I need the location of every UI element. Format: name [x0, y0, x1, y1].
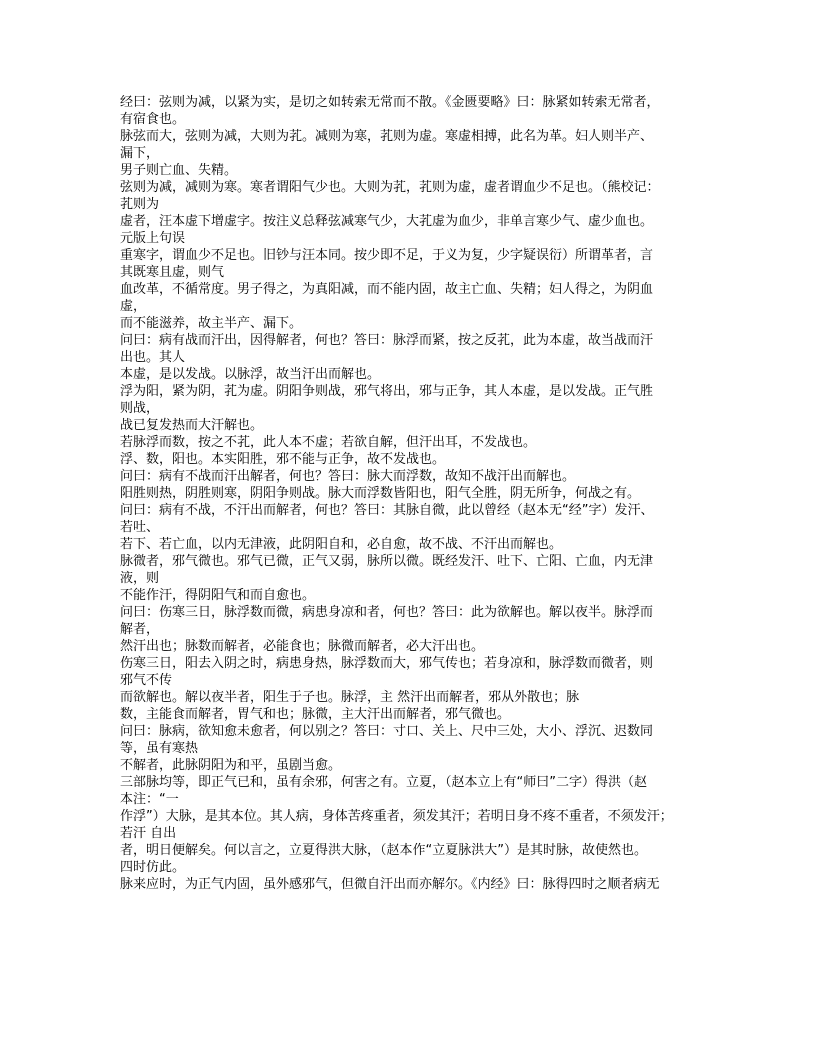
text-line: 男子则亡血、失精。: [120, 163, 238, 178]
text-line: 不解者，此脉阴阳为和平，虽剧当愈。: [120, 758, 342, 773]
text-line: 有宿食也。: [120, 112, 186, 127]
text-line: 脉弦而大，弦则为减，大则为芤。减则为寒，芤则为虚。寒虚相搏，此名为革。妇人则半产、: [120, 129, 654, 144]
text-line: 脉来应时，为正气内固，虽外感邪气，但微自汗出而亦解尔。《内经》曰：脉得四时之顺者病无: [120, 877, 660, 892]
text-line: 三部脉均等，即正气已和，虽有余邪，何害之有。立夏，（赵本立上有“师曰”二字）得洪（赵: [120, 775, 647, 790]
text-line: 若下、若亡血，以内无津液，此阴阳自和，必自愈，故不战、不汗出而解也。: [120, 537, 563, 552]
text-line: 本注：“一: [120, 792, 179, 807]
text-line: 芤则为: [120, 197, 160, 212]
text-line: 本虚，是以发战。以脉浮，故当汗出而解也。: [120, 367, 381, 382]
text-line: 问曰：病有战而汗出，因得解者，何也？答曰：脉浮而紧，按之反芤，此为本虚，故当战而汗: [120, 333, 654, 348]
text-line: 解者，: [120, 622, 160, 637]
document-page: [120, 94, 700, 893]
text-line: 若汗 自出: [120, 826, 177, 841]
text-line: 阳胜则热，阴胜则寒，阴阳争则战。脉大而浮数皆阳也，阳气全胜，阴无所争，何战之有。: [120, 486, 641, 501]
text-line: 出也。其人: [120, 350, 186, 365]
text-line: 然汗出也；脉数而解者，必能食也；脉微而解者，必大汗出也。: [120, 639, 485, 654]
text-line: 浮为阳，紧为阴，芤为虚。阴阳争则战，邪气将出，邪与正争，其人本虚，是以发战。正气胜: [120, 384, 654, 399]
text-line: 者，明日便解矣。何以言之，立夏得洪大脉，（赵本作“立夏脉洪大”）是其时脉，故使然也。: [120, 843, 647, 858]
text-line: 血改革，不循常度。男子得之，为真阳减，而不能内固，故主亡血、失精；妇人得之，为阴血: [120, 282, 654, 297]
text-line: 弦则为减，减则为寒。寒者谓阳气少也。大则为芤，芤则为虚，虚者谓血少不足也。（熊校记：: [120, 180, 660, 195]
text-line: 问曰：病有不战而汗出解者，何也？答曰：脉大而浮数，故知不战汗出而解也。: [120, 469, 576, 484]
text-line: 经曰：弦则为减，以紧为实，是切之如转索无常而不散。《金匮要略》曰：脉紧如转索无常者，: [120, 95, 660, 110]
text-line: 不能作汗，得阴阳气和而自愈也。: [120, 588, 316, 603]
text-line: 虚者，汪本虚下增虚字。按注义总释弦减寒气少，大芤虚为血少，非单言寒少气、虚少血也。: [120, 214, 654, 229]
text-line: 数，主能食而解者，胃气和也；脉微，主大汗出而解者，邪气微也。: [120, 707, 511, 722]
text-line: 重寒字，谓血少不足也。旧钞与汪本同。按少即不足，于义为复，少字疑误衍）所谓革者，言: [120, 248, 654, 263]
text-line: 其既寒且虚，则气: [120, 265, 225, 280]
text-line: 而不能滋养，故主半产、漏下。: [120, 316, 303, 331]
text-line: 则战，: [120, 401, 160, 416]
text-line: 浮、数，阳也。本实阳胜，邪不能与正争，故不发战也。: [120, 452, 446, 467]
text-line: 若吐、: [120, 520, 160, 535]
text-line: 邪气不传: [120, 673, 173, 688]
text-line: 战已复发热而大汗解也。: [120, 418, 264, 433]
text-line: 而欲解也。解以夜半者，阳生于子也。脉浮，主 然汗出而解者，邪从外散也；脉: [120, 690, 580, 705]
text-line: 问曰：病有不战，不汗出而解者，何也？答曰：其脉自微，此以曾经（赵本无“经”字）发汗、: [120, 503, 654, 518]
text-line: 等，虽有寒热: [120, 741, 199, 756]
text-line: 虚，: [120, 299, 147, 314]
text-line: 液，则: [120, 571, 160, 586]
text-line: 问曰：脉病，欲知愈未愈者，何以别之？答曰：寸口、关上、尺中三处，大小、浮沉、迟数同: [120, 724, 654, 739]
text-line: 四时仿此。: [120, 860, 186, 875]
text-line: 漏下，: [120, 146, 160, 161]
text-line: 元版上句误: [120, 231, 186, 246]
text-line: 问曰：伤寒三日，脉浮数而微，病患身凉和者，何也？答曰：此为欲解也。解以夜半。脉浮而: [120, 605, 654, 620]
text-line: 脉微者，邪气微也。邪气已微，正气又弱，脉所以微。既经发汗、吐下、亡阳、亡血，内无津: [120, 554, 654, 569]
text-line: 伤寒三日，阳去入阴之时，病患身热，脉浮数而大，邪气传也；若身凉和，脉浮数而微者，则: [120, 656, 654, 671]
text-line: 若脉浮而数，按之不芤，此人本不虚；若欲自解，但汗出耳，不发战也。: [120, 435, 537, 450]
text-line: 作浮”）大脉，是其本位。其人病，身体苦疼重者，须发其汗；若明日身不疼不重者，不须发汗；: [120, 809, 673, 824]
